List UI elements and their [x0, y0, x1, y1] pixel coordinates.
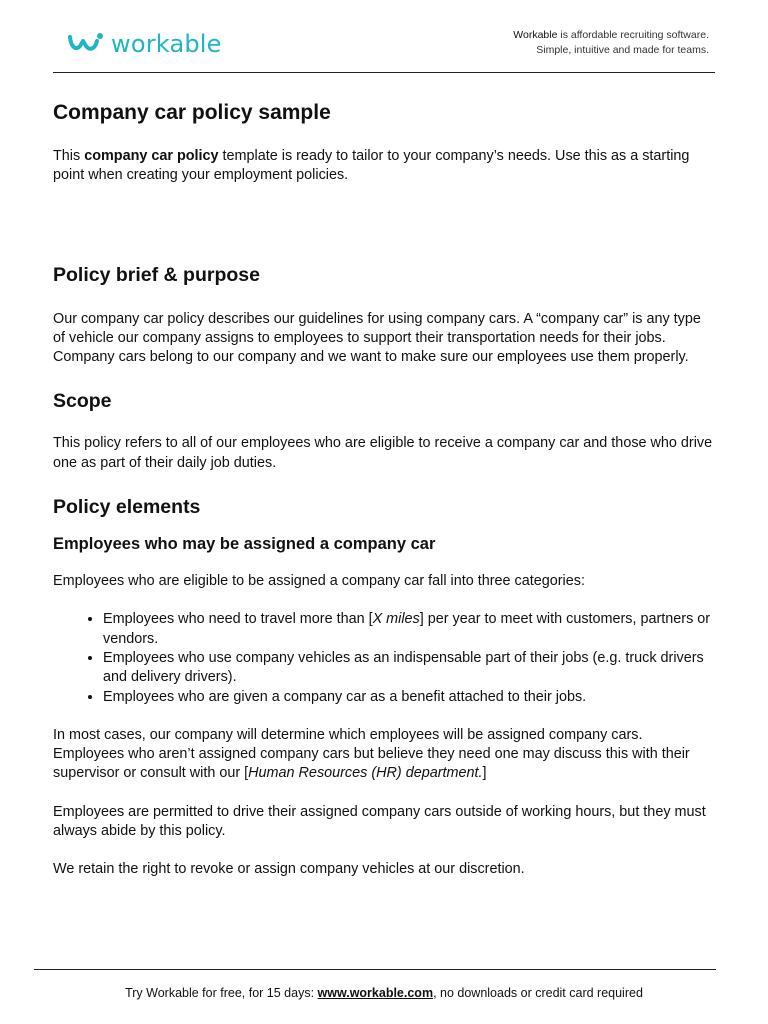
bullet1-pre: Employees who need to travel more than [ [103, 611, 373, 628]
page-title: Company car policy sample [53, 101, 331, 124]
intro-bold: company car policy [84, 148, 219, 164]
list-item: • Employees who are given a company car as a benefit attached to their jobs. [103, 688, 715, 707]
page-footer [0, 986, 768, 1000]
assigned-heading: Employees who may be assigned a company car [53, 535, 436, 554]
header-divider [53, 72, 715, 73]
para1-post: ] [482, 765, 487, 782]
bullet1-post: ] per year to meet with customers, partners or vendors. [103, 611, 711, 647]
scope-paragraph: This policy refers to all of our employees who are eligible to receive a company car and those who drive one as part of their daily job duties. [53, 435, 713, 471]
logo-text: workable [111, 30, 222, 58]
scope-heading: Scope [53, 390, 112, 413]
header-tagline [513, 28, 709, 58]
list-item: • Employees who use company vehicles as an indispensable part of their jobs (e.g. truck drivers and delivery drivers). [103, 649, 715, 688]
page-header [53, 26, 715, 72]
tagline-line2: Simple, intuitive and made for teams. [536, 44, 709, 56]
revoke-paragraph: We retain the right to revoke or assign company vehicles at our discretion. [53, 861, 525, 878]
intro-post: template is ready to tailor to your company’s needs. Use this as a starting point when creating your employment policies. [53, 148, 690, 184]
footer-link[interactable]: www.workable.com [317, 986, 434, 1000]
footer-pre: Try Workable for free, for 15 days: [125, 986, 318, 1000]
para1-italic: Human Resources (HR) department. [248, 765, 483, 782]
tagline-brand: Workable [513, 29, 558, 41]
category-list [53, 610, 715, 706]
brief-heading: Policy brief & purpose [53, 263, 260, 286]
assigned-intro: Employees who are eligible to be assigned a company car fall into three categories: [53, 573, 585, 590]
working-hours-paragraph: Employees are permitted to drive their assigned company cars outside of working hours, but they must always abide by this policy. [53, 803, 706, 840]
brief-paragraph: Our company car policy describes our guidelines for using company cars. A “company car” is any type of vehicle our company assigns to employees to support their transportation needs for their jobs. Company cars belong to our company and we want to make sure our employees use them properly. [53, 310, 701, 366]
elements-heading: Policy elements [53, 496, 201, 519]
workable-logo-icon [67, 31, 105, 57]
footer-post: , no downloads or credit card required [433, 986, 643, 1000]
list-item [103, 610, 715, 649]
intro-pre: This [53, 148, 85, 164]
para1-pre: In most cases, our company will determine which employees will be assigned company cars. Employees who aren’t assigned company cars but believe they need one may discuss this with their supervisor or consult with our [ [53, 726, 690, 782]
bullet1-italic: X miles [372, 611, 420, 628]
intro-paragraph [53, 147, 715, 186]
tagline-line1: is affordable recruiting software. [557, 29, 709, 41]
document-body [53, 98, 715, 880]
workable-logo[interactable] [67, 30, 222, 58]
footer-divider [34, 969, 716, 970]
determination-paragraph [53, 726, 715, 784]
